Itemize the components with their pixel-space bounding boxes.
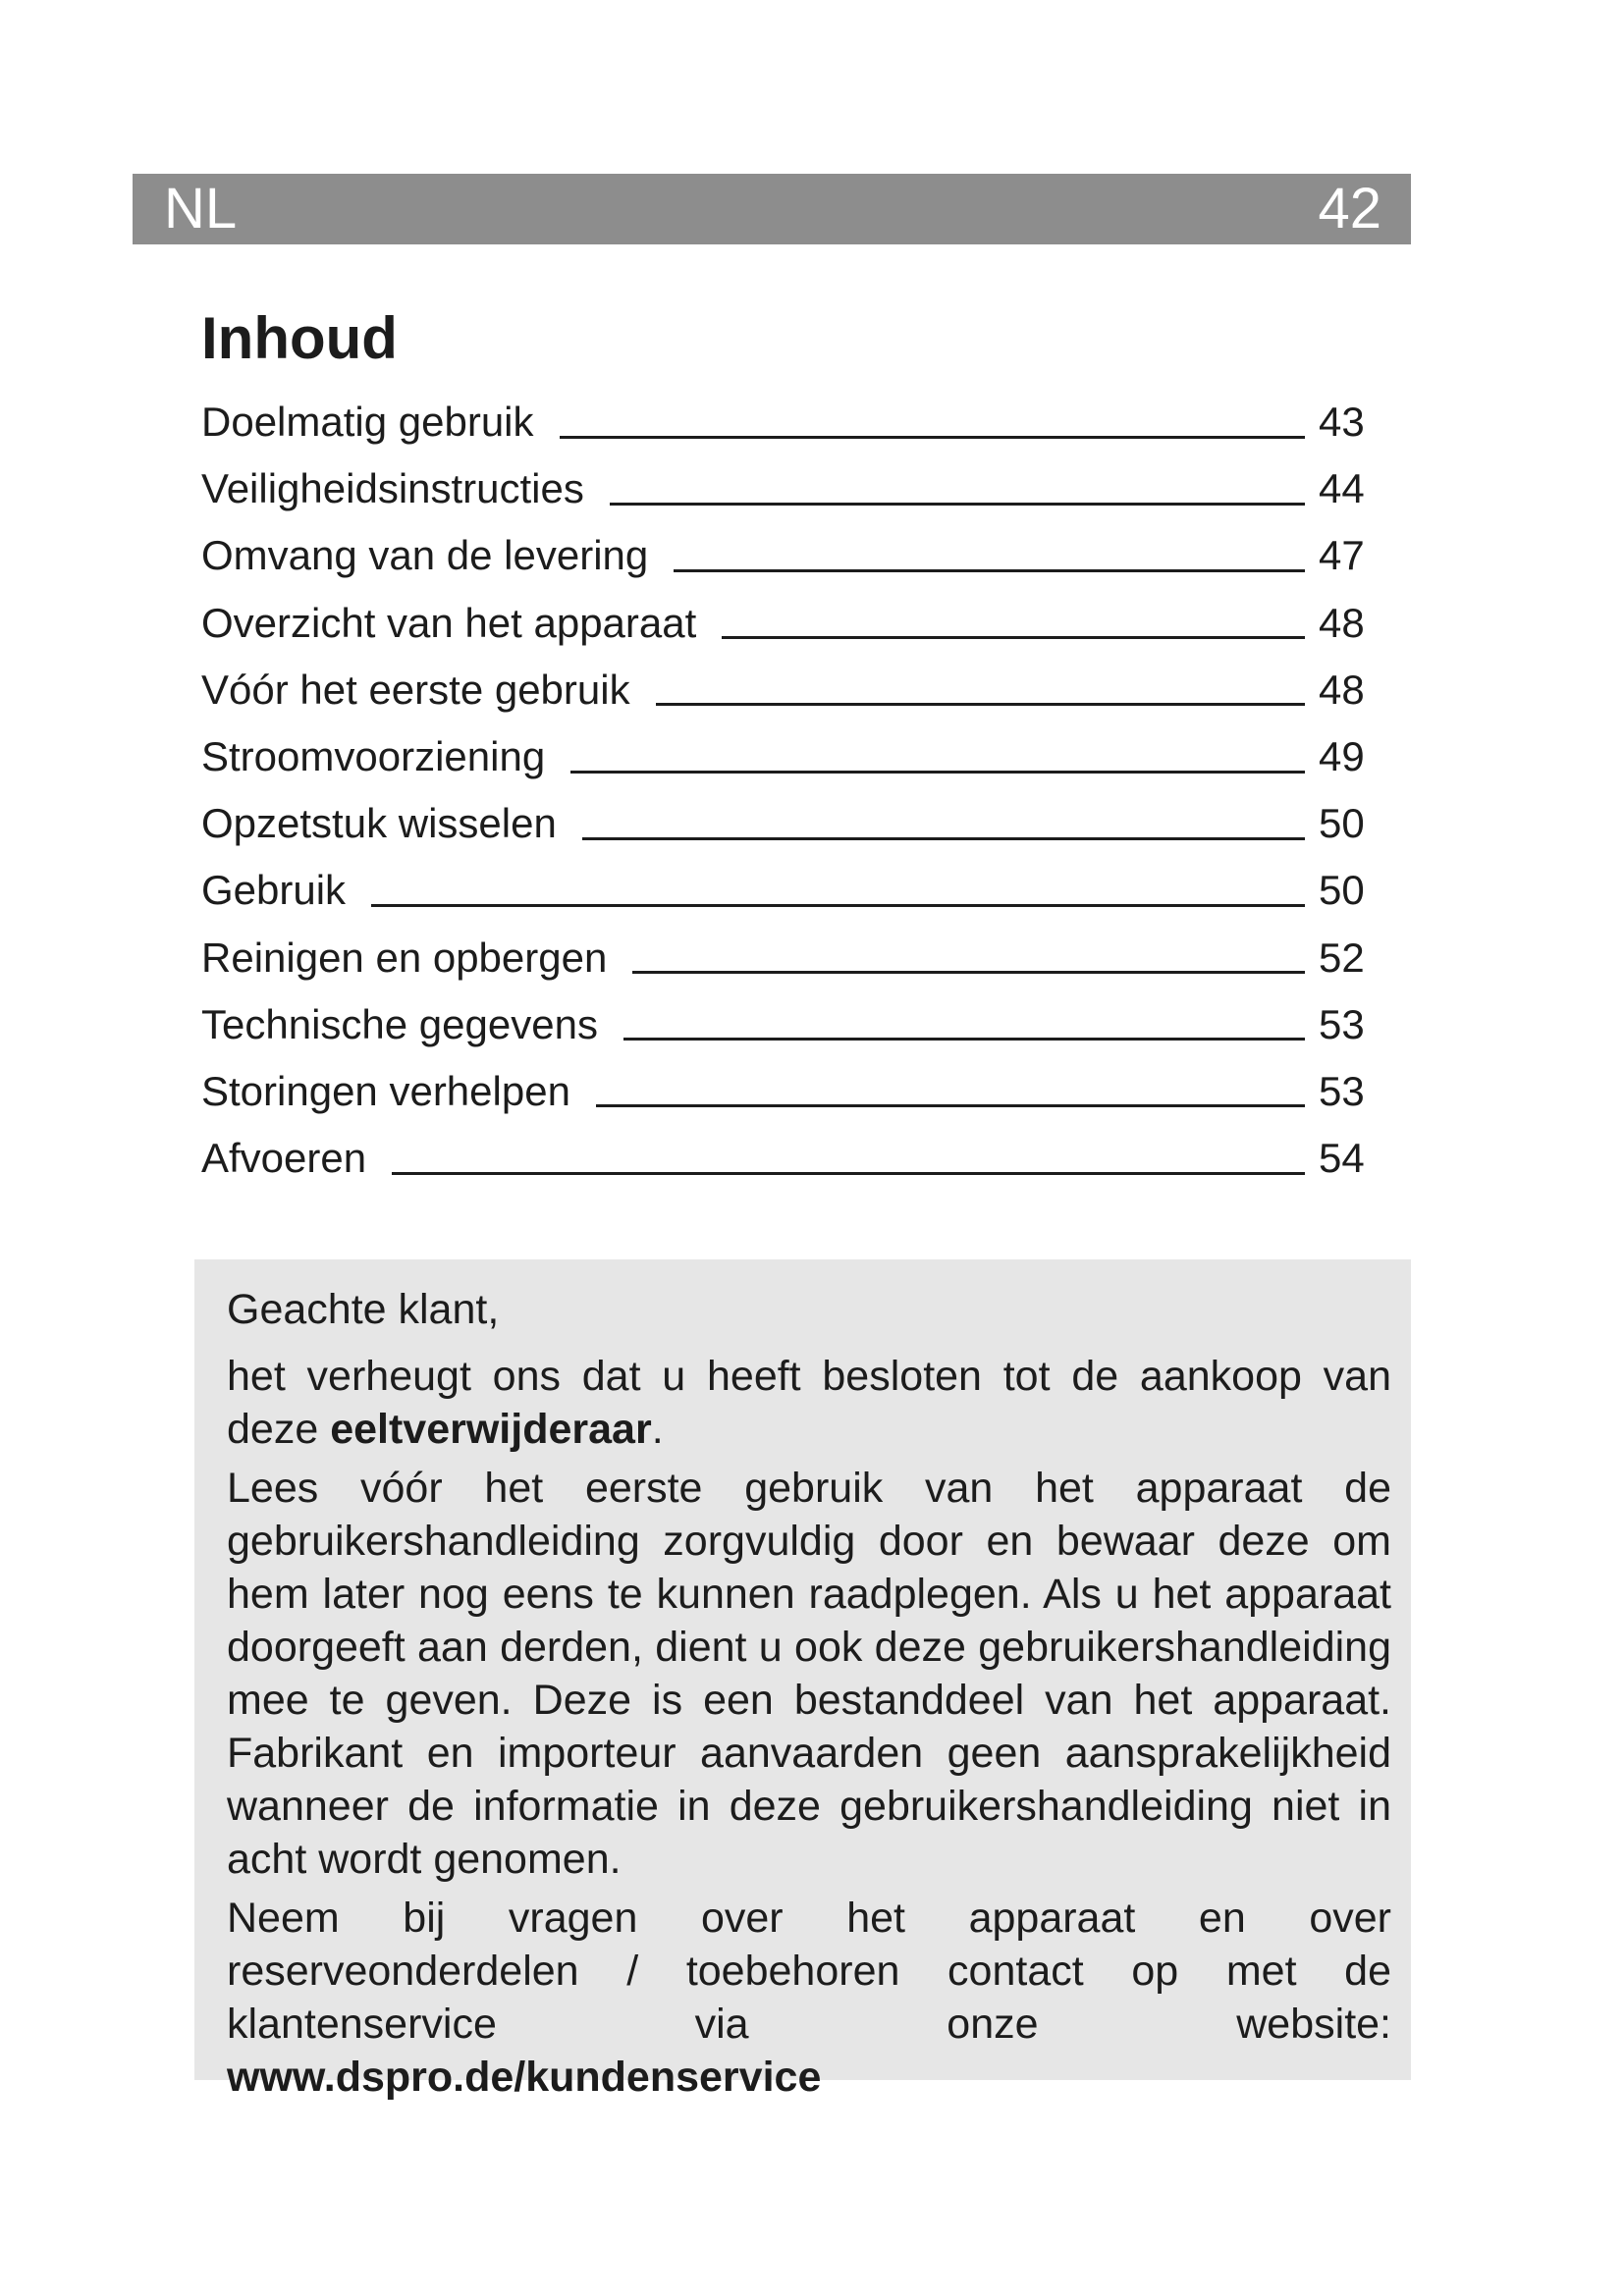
notice-instructions-paragraph: Lees vóór het eerste gebruik van het apparaat de gebruikershandleiding zorgvuldig door en bewaar deze om hem later nog eens te kunnen raadplegen. Als u het apparaat doorgeeft aan derden, dient u ook deze gebruikershandleiding mee te geven. Deze is een bestanddeel van het apparaat. Fabrikant en importeur aanvaarden geen aansprakelijkheid wanneer de informatie in deze gebruikershandleiding niet in acht wordt genomen. <box>227 1465 1391 1883</box>
toc-entry-label: Doelmatig gebruik <box>201 399 534 445</box>
toc-entry-page: 44 <box>1319 465 1365 512</box>
notice-intro-text: het verheugt ons dat u heeft besloten tot de aankoop van deze <box>227 1353 1391 1453</box>
toc-title: Inhoud <box>201 305 398 371</box>
toc-leader-line <box>674 540 1305 572</box>
toc-entry-label: Veiligheidsinstructies <box>201 465 584 512</box>
toc-leader-line <box>656 673 1305 706</box>
toc-leader-line <box>371 875 1305 907</box>
toc-entry-page: 43 <box>1319 399 1365 445</box>
toc-entry <box>201 590 1380 657</box>
notice-contact-text: Neem bij vragen over het apparaat en over reserveonderdelen / toebehoren contact op met de klantenservice via onze website: <box>227 1895 1391 2048</box>
toc-entry-page: 47 <box>1319 532 1365 579</box>
toc-entry-page: 49 <box>1319 732 1365 779</box>
toc-leader-line <box>582 808 1305 840</box>
toc-entry-label: Reinigen en opbergen <box>201 934 608 981</box>
toc-entry-label: Stroomvoorziening <box>201 732 546 779</box>
notice-intro-end: . <box>651 1406 664 1453</box>
toc-entry-page: 50 <box>1319 867 1365 914</box>
toc-entry-page: 53 <box>1319 1067 1365 1114</box>
toc-leader-line <box>560 406 1305 439</box>
toc-leader-line <box>632 941 1305 974</box>
toc-entry <box>201 790 1380 857</box>
toc-entry <box>201 991 1380 1058</box>
toc-entry-page: 52 <box>1319 934 1365 981</box>
toc-entry <box>201 723 1380 790</box>
toc-entry-label: Overzicht van het apparaat <box>201 599 697 646</box>
notice-intro-paragraph <box>227 1350 1391 1456</box>
toc-leader-line <box>392 1143 1305 1175</box>
toc-entry-label: Technische gegevens <box>201 1000 598 1047</box>
toc-entry-label: Opzetstuk wisselen <box>201 800 557 847</box>
toc-entry-page: 48 <box>1319 599 1365 646</box>
toc-entry <box>201 657 1380 723</box>
page-number: 42 <box>1318 177 1381 240</box>
language-code: NL <box>164 177 238 240</box>
toc-entry-label: Vóór het eerste gebruik <box>201 666 630 713</box>
toc-entry-page: 48 <box>1319 666 1365 713</box>
notice-contact-paragraph <box>227 1892 1391 2104</box>
service-website-link[interactable]: www.dspro.de/kundenservice <box>227 2054 822 2101</box>
toc-entry <box>201 1125 1380 1192</box>
toc-entry-label: Omvang van de levering <box>201 532 649 579</box>
product-name: eeltverwijderaar <box>330 1406 652 1453</box>
toc-entry <box>201 1058 1380 1125</box>
toc-leader-line <box>722 607 1305 639</box>
notice-greeting: Geachte klant, <box>227 1286 500 1333</box>
toc-entry-page: 54 <box>1319 1135 1365 1182</box>
toc-entry <box>201 455 1380 522</box>
toc-entry <box>201 857 1380 924</box>
table-of-contents <box>201 389 1380 1192</box>
toc-leader-line <box>596 1075 1305 1107</box>
toc-leader-line <box>623 1008 1305 1041</box>
toc-entry-page: 50 <box>1319 800 1365 847</box>
toc-leader-line <box>610 473 1305 506</box>
toc-entry-label: Gebruik <box>201 867 347 914</box>
toc-entry-label: Storingen verhelpen <box>201 1067 570 1114</box>
toc-entry-label: Afvoeren <box>201 1135 367 1182</box>
toc-entry <box>201 925 1380 991</box>
toc-leader-line <box>570 741 1305 774</box>
toc-entry <box>201 389 1380 455</box>
toc-entry-page: 53 <box>1319 1000 1365 1047</box>
customer-notice-box <box>194 1259 1411 2101</box>
page-header <box>133 174 1411 244</box>
toc-entry <box>201 522 1380 589</box>
